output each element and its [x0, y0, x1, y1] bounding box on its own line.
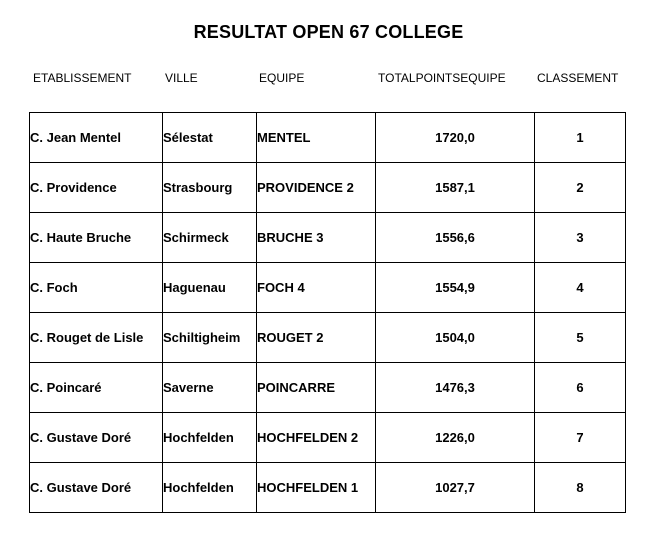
cell-classement: 3: [535, 213, 626, 263]
cell-classement: 4: [535, 263, 626, 313]
cell-classement: 1: [535, 113, 626, 163]
header-classement: CLASSEMENT: [537, 71, 619, 85]
table-row: [30, 113, 626, 163]
header-ville: VILLE: [165, 71, 198, 85]
table-row: [30, 213, 626, 263]
cell-ville: Schirmeck: [163, 213, 257, 263]
cell-ville: Hochfelden: [163, 413, 257, 463]
cell-etablissement: C. Haute Bruche: [30, 213, 163, 263]
page-title: RESULTAT OPEN 67 COLLEGE: [193, 22, 464, 42]
header-total-points: TOTALPOINTSEQUIPE: [378, 71, 506, 85]
cell-equipe: MENTEL: [257, 113, 376, 163]
cell-total-points: 1476,3: [376, 363, 535, 413]
cell-ville: Saverne: [163, 363, 257, 413]
cell-classement: 7: [535, 413, 626, 463]
cell-equipe: BRUCHE 3: [257, 213, 376, 263]
cell-equipe: HOCHFELDEN 2: [257, 413, 376, 463]
cell-classement: 5: [535, 313, 626, 363]
cell-etablissement: C. Poincaré: [30, 363, 163, 413]
cell-equipe: PROVIDENCE 2: [257, 163, 376, 213]
header-etablissement: ETABLISSEMENT: [33, 71, 132, 85]
cell-ville: Strasbourg: [163, 163, 257, 213]
cell-classement: 2: [535, 163, 626, 213]
table-row: [30, 313, 626, 363]
table-row: [30, 363, 626, 413]
cell-equipe: FOCH 4: [257, 263, 376, 313]
cell-etablissement: C. Foch: [30, 263, 163, 313]
cell-total-points: 1504,0: [376, 313, 535, 363]
cell-etablissement: C. Providence: [30, 163, 163, 213]
cell-ville: Hochfelden: [163, 463, 257, 513]
cell-total-points: 1556,6: [376, 213, 535, 263]
table-row: [30, 413, 626, 463]
cell-equipe: HOCHFELDEN 1: [257, 463, 376, 513]
cell-ville: Haguenau: [163, 263, 257, 313]
cell-etablissement: C. Gustave Doré: [30, 413, 163, 463]
cell-total-points: 1587,1: [376, 163, 535, 213]
cell-equipe: POINCARRE: [257, 363, 376, 413]
cell-total-points: 1720,0: [376, 113, 535, 163]
header-equipe: EQUIPE: [259, 71, 305, 85]
cell-classement: 8: [535, 463, 626, 513]
cell-total-points: 1554,9: [376, 263, 535, 313]
cell-ville: Schiltigheim: [163, 313, 257, 363]
table-row: [30, 463, 626, 513]
cell-total-points: 1226,0: [376, 413, 535, 463]
table-row: [30, 163, 626, 213]
cell-total-points: 1027,7: [376, 463, 535, 513]
cell-etablissement: C. Rouget de Lisle: [30, 313, 163, 363]
results-table: [29, 112, 626, 513]
cell-equipe: ROUGET 2: [257, 313, 376, 363]
cell-classement: 6: [535, 363, 626, 413]
cell-ville: Sélestat: [163, 113, 257, 163]
table-row: [30, 263, 626, 313]
cell-etablissement: C. Jean Mentel: [30, 113, 163, 163]
cell-etablissement: C. Gustave Doré: [30, 463, 163, 513]
